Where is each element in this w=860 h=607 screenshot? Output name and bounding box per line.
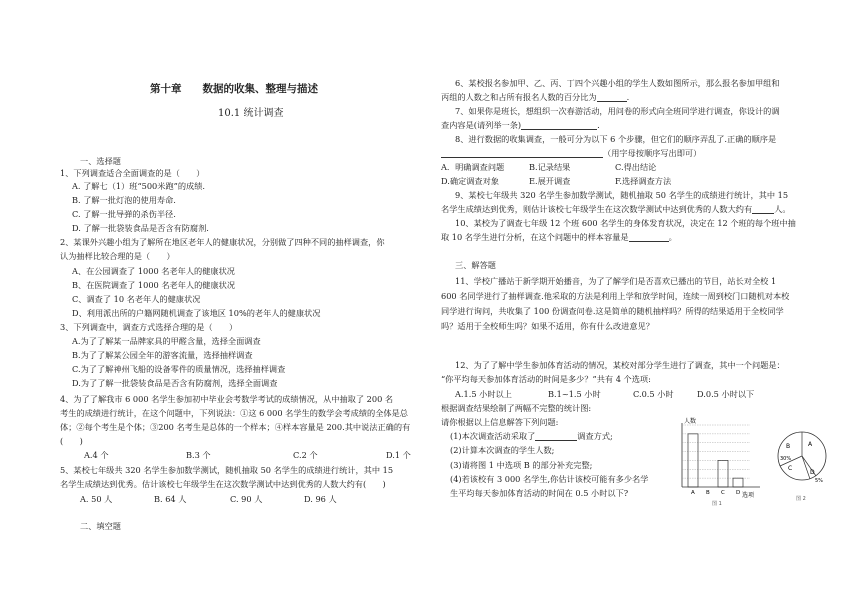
q12-option-a: A.1.5 小时以上 bbox=[455, 389, 512, 399]
fig1-xtick-c: C bbox=[721, 490, 725, 496]
q2-option-a: A、在公园调查了 1000 名老年人的健康状况 bbox=[72, 266, 235, 276]
q3-option-d: D.为了了解一批袋装食品是否含有防腐剂，选择全面调查 bbox=[72, 378, 278, 388]
q12-line1: 12、为了了解中学生参加体育活动的情况，某校对部分学生进行了调查，其中一个问题是： bbox=[455, 360, 785, 370]
q9-unit: 人。 bbox=[774, 204, 791, 214]
q8-option-e: E.展开调查 bbox=[529, 176, 571, 186]
q9-line2-text: 名学生成绩达到优秀，则估计该校七年级学生在这次数学测试中达到优秀的人数大约有 bbox=[441, 204, 753, 214]
q5-option-b: B. 64 人 bbox=[154, 494, 187, 504]
q10-line1: 10、某校为了调查七年级 12 个班 600 名学生的身体发育状况，决定在 12 个班的每个班中抽 bbox=[455, 218, 796, 228]
q12-part4-line1: (4)若该校有 3 000 名学生,你估计该校可能有多少名学 bbox=[450, 474, 649, 484]
q12-part1 bbox=[450, 431, 613, 441]
q7-line1: 7、如果你是班长，想组织一次春游活动，用问卷的形式向全班同学进行调查，你设计的调 bbox=[455, 106, 780, 116]
q6-line2-text: 丙组的人数之和占所有报名人数的百分比为 bbox=[441, 92, 597, 102]
q3-option-a: A.为了了解某一品牌家具的甲醛含量，选择全面调查 bbox=[72, 336, 261, 346]
q2-option-d: D、利用派出所的户籍网随机调查了该地区 10%的老年人的健康状况 bbox=[72, 308, 321, 318]
q11-line4: 吗？适用于全校师生吗？如果不适用，你有什么改进意见？ bbox=[441, 321, 654, 331]
fig1-xtick-b: B bbox=[706, 490, 710, 496]
section-fill-heading: 二、填空题 bbox=[80, 521, 121, 531]
q8-line2 bbox=[441, 148, 701, 158]
q12-option-c: C.0.5 小时 bbox=[633, 389, 674, 399]
q7-line2-text: 查内容是(请列举一条) bbox=[441, 120, 522, 130]
q4-stem-line1: 4、为了了解我市 6 000 名学生参加初中毕业会考数学考试的成绩情况，从中抽取了 200 名 bbox=[60, 394, 394, 404]
q12-part4-line2: 生平均每天参加体育活动的时间在 0.5 小时以下? bbox=[450, 488, 629, 498]
fig2-label-a: A bbox=[808, 441, 813, 448]
q8-line1: 8、进行数据的收集调查，一般可分为以下 6 个步骤，但它们的顺序弄乱了.正确的顺序是 bbox=[455, 134, 777, 144]
fig1-ylabel: 人数 bbox=[684, 418, 697, 425]
figure1-bar-chart bbox=[668, 415, 768, 507]
q4-option-b: B.3 个 bbox=[186, 450, 211, 460]
q9-line2 bbox=[441, 204, 791, 214]
q8-option-b: B.记录结果 bbox=[529, 162, 571, 172]
q1-stem: 1、下列调查适合全面调查的是（ ） bbox=[60, 168, 205, 178]
chapter-title: 第十章 数据的收集、整理与描述 bbox=[150, 83, 318, 95]
q3-stem: 3、下列调查中，调查方式选择合理的是（ ） bbox=[60, 322, 238, 332]
fig1-bar-d bbox=[733, 478, 743, 487]
fig2-pct-d: 5% bbox=[815, 478, 823, 484]
q4-option-a: A.4 个 bbox=[84, 450, 109, 460]
q6-answer-blank[interactable] bbox=[597, 92, 627, 102]
q8-option-c: C.得出结论 bbox=[615, 162, 657, 172]
fig1-gridlines bbox=[682, 425, 750, 478]
section-choice-heading: 一、选择题 bbox=[80, 156, 121, 166]
q8-line2-text: （用字母按顺序写出即可） bbox=[603, 148, 702, 158]
fig2-divider-4 bbox=[802, 456, 810, 479]
q2-option-c: C、调查了 10 名老年人的健康状况 bbox=[72, 294, 201, 304]
q5-option-a: A. 50 人 bbox=[80, 494, 113, 504]
q4-stem-line2: 考生的成绩进行统计，在这个问题中，下列说法：①这 6 000 名学生的数学会考成绩的全体是总 bbox=[60, 408, 408, 418]
q12-part1-text: (1)本次调查活动采取了 bbox=[450, 431, 536, 441]
q4-stem-line4: ( ) bbox=[60, 436, 83, 446]
section-answer-heading: 三、解答题 bbox=[455, 260, 496, 270]
q8-option-f: F.选择调查方法 bbox=[615, 176, 672, 186]
q12-line4: 请你根据以上信息解答下列问题: bbox=[441, 417, 559, 427]
fig1-xtick-d: D bbox=[736, 490, 741, 496]
fig2-pct-c: 30% bbox=[780, 456, 792, 462]
q12-part2: (2)计算本次调查的学生人数; bbox=[450, 445, 555, 455]
q1-option-a: A. 了解七（1）班“500米跑”的成绩. bbox=[72, 181, 205, 191]
q2-stem-line1: 2、某课外兴趣小组为了解所在地区老年人的健康状况，分别做了四种不同的抽样调查，你 bbox=[60, 237, 385, 247]
q12-part3: (3)请将图 1 中选项 B 的部分补充完整; bbox=[450, 460, 593, 470]
q12-option-d: D.0.5 小时以下 bbox=[697, 389, 755, 399]
q6-line1: 6、某校报名参加甲、乙、丙、丁四个兴趣小组的学生人数如图所示，那么报名参加甲组和 bbox=[455, 78, 780, 88]
fig1-xtick-a: A bbox=[691, 490, 695, 496]
fig1-x-labels bbox=[691, 490, 740, 496]
fig2-label-d: D bbox=[810, 469, 815, 476]
q10-line2 bbox=[441, 232, 677, 242]
q7-answer-blank[interactable] bbox=[521, 120, 597, 130]
q1-option-d: D. 了解一批袋装食品是否含有防腐剂. bbox=[72, 223, 209, 233]
q5-stem-line1: 5、某校七年级共 320 名学生参加数学测试，随机抽取 50 名学生的成绩进行统计，其中 15 bbox=[60, 465, 394, 475]
q9-line1: 9、某校七年级共 320 名学生参加数学测试，随机抽取 50 名学生的成绩进行统计，其中 15 bbox=[455, 190, 789, 200]
fig1-xlabel: 选项 bbox=[742, 492, 755, 499]
q4-option-c: C.2 个 bbox=[293, 450, 318, 460]
q10-end: 。 bbox=[668, 232, 677, 242]
q2-stem-line2: 认为抽样比较合理的是（ ） bbox=[60, 251, 175, 261]
q8-option-d: D.确定调查对象 bbox=[441, 176, 499, 186]
q1-option-c: C. 了解一批导弹的杀伤半径. bbox=[72, 209, 176, 219]
q5-option-d: D. 96 人 bbox=[304, 494, 337, 504]
fig1-caption: 图 1 bbox=[712, 501, 722, 507]
section-title: 10.1 统计调查 bbox=[218, 108, 284, 119]
q11-line1: 11、学校广播站于新学期开始播音，为了了解学们是否喜欢已播出的节目，站长对全校 1 bbox=[455, 276, 777, 286]
q10-answer-blank[interactable] bbox=[629, 232, 669, 242]
fig2-label-b: B bbox=[786, 443, 791, 450]
q5-stem-line2: 名学生成绩达到优秀。估计该校七年级学生在这次数学测试中达到优秀的人数大约有( ) bbox=[60, 479, 386, 489]
q9-answer-blank[interactable] bbox=[752, 204, 774, 214]
q3-option-c: C.为了了解神州飞船的设备零件的质量情况，选择抽样调查 bbox=[72, 364, 286, 374]
q1-option-b: B. 了解一批灯泡的使用寿命. bbox=[72, 195, 176, 205]
q4-stem-line3: 体；②每个考生是个体；③200 名考生是总体的一个样本；④样本容量是 200.其中说法正确的有 bbox=[60, 422, 411, 432]
q8-option-a: A．明确调查问题 bbox=[441, 162, 505, 172]
q10-line2-text: 取 10 名学生进行分析，在这个问题中的样本容量是 bbox=[441, 232, 629, 242]
q2-option-b: B、在医院调查了 1000 名老年人的健康状况 bbox=[72, 280, 236, 290]
q7-line2: 查内容是(请列举一条) . bbox=[441, 120, 600, 130]
figure2-pie-chart bbox=[772, 424, 832, 506]
q12-part1-tail: 调查方式; bbox=[577, 431, 613, 441]
q11-line2: 600 名同学进行了抽样调查.他采取的方法是利用上学和放学时间，连续一周到校门口随机对本校 bbox=[441, 291, 790, 301]
fig2-caption: 图 2 bbox=[796, 496, 806, 502]
q12-part1-blank[interactable] bbox=[535, 431, 577, 441]
q6-line2: 丙组的人数之和占所有报名人数的百分比为 . bbox=[441, 92, 630, 102]
fig1-bar-c bbox=[718, 460, 728, 487]
q11-line3: 同学进行询问，共收集了 100 份调查问卷.这是简单的随机抽样吗？所得的结果适用于全校同学 bbox=[441, 306, 784, 316]
q12-option-b: B.1~1.5 小时 bbox=[548, 389, 601, 399]
q4-option-d: D.1 个 bbox=[386, 450, 411, 460]
fig2-label-c: C bbox=[788, 465, 793, 472]
q5-option-c: C. 90 人 bbox=[230, 494, 263, 504]
q8-answer-blank[interactable] bbox=[441, 148, 603, 158]
q12-line2: “你平均每天参加体育活动的时间是多少？”共有 4 个选项: bbox=[441, 374, 651, 384]
q3-option-b: B.为了了解某公园全年的游客流量，选择抽样调查 bbox=[72, 350, 253, 360]
q12-line3: 根据调查结果绘制了两幅不完整的统计图: bbox=[441, 403, 592, 413]
